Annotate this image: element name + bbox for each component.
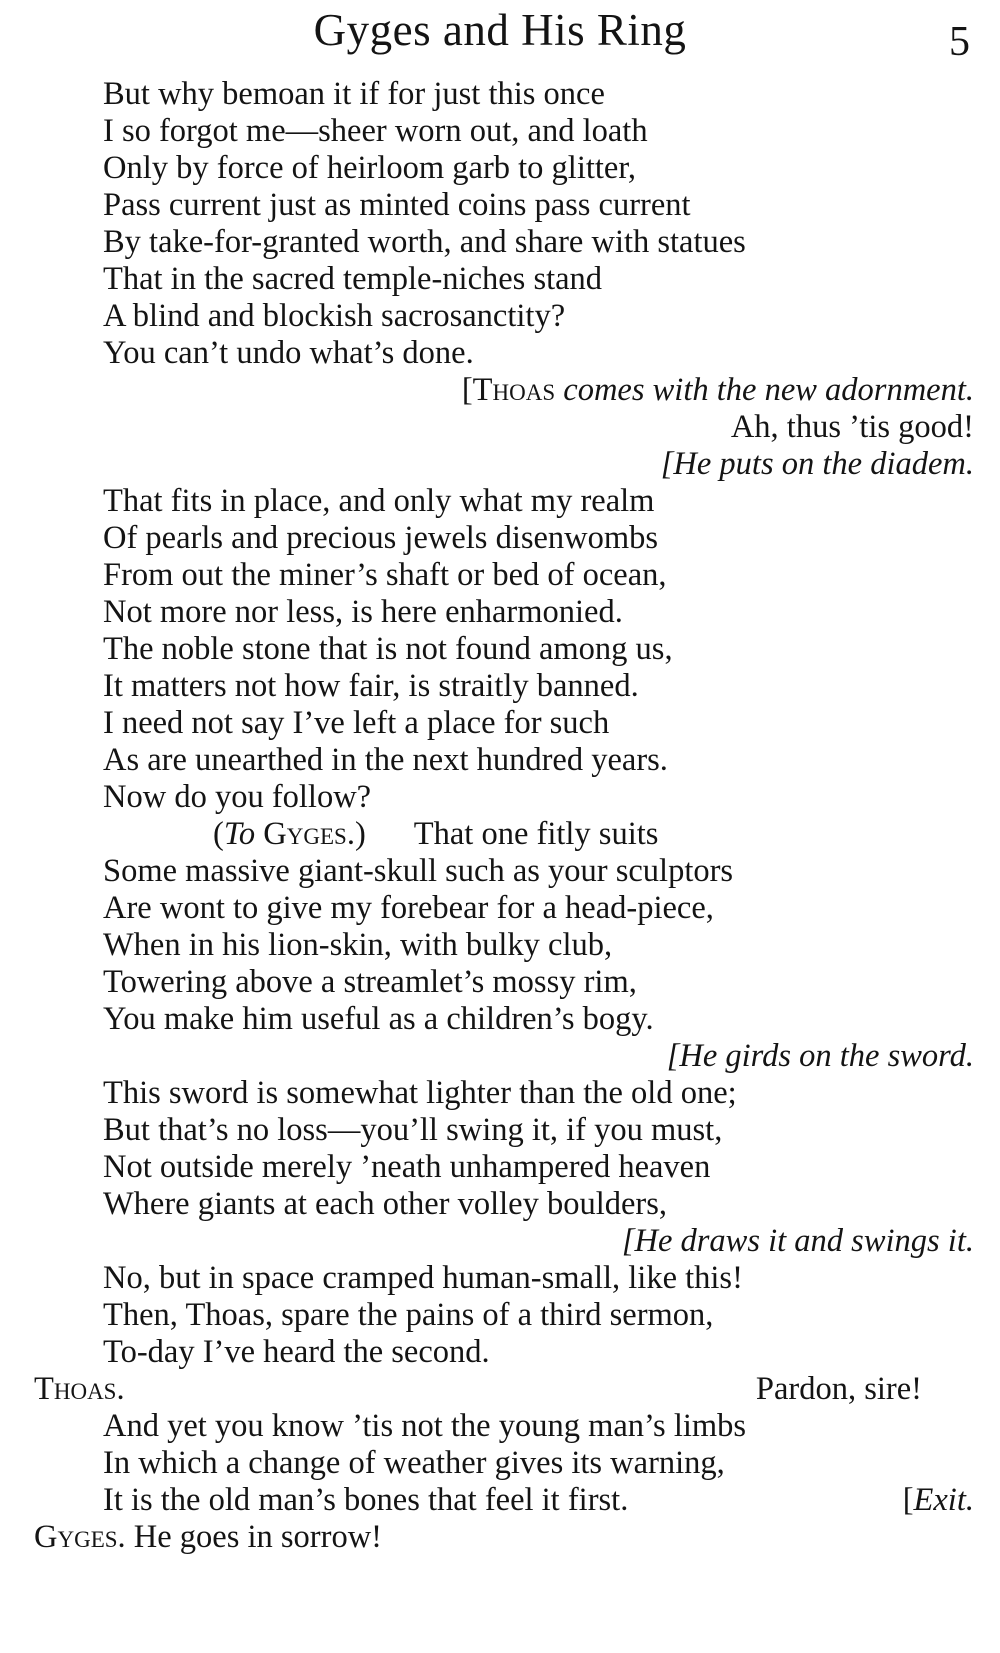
stage-direction-text: comes with the new adornment. — [563, 372, 974, 408]
stage-direction — [462, 371, 974, 409]
verse-line: No, but in space cramped human-small, like this! — [103, 1260, 743, 1296]
page-number: 5 — [949, 19, 970, 65]
stage-direction-bracket: [ — [902, 1482, 914, 1518]
verse-line: But that’s no loss—you’ll swing it, if you must, — [103, 1112, 723, 1148]
speaker-name-thoas: Thoas. — [34, 1371, 125, 1407]
verse-line: From out the miner’s shaft or bed of ocean, — [103, 557, 667, 593]
verse-line: Ah, thus ’tis good! — [730, 409, 974, 445]
stage-direction-character: Thoas — [472, 372, 556, 408]
stage-direction-exit — [903, 1481, 974, 1519]
verse-line: Not outside merely ’neath unhampered heaven — [103, 1149, 711, 1185]
verse-line: By take-for-granted worth, and share with statues — [103, 224, 746, 260]
verse-line: Pardon, sire! — [755, 1371, 922, 1407]
verse-line: That in the sacred temple-niches stand — [103, 261, 603, 297]
verse-line: It matters not how fair, is straitly banned. — [103, 668, 639, 704]
verse-line: You make him useful as a children’s bogy. — [103, 1001, 654, 1037]
verse-line: Of pearls and precious jewels disenwombs — [103, 520, 659, 556]
stage-direction: [He puts on the diadem. — [660, 446, 974, 482]
verse-line: Now do you follow? — [103, 779, 372, 815]
verse-line: Not more nor less, is here enharmonied. — [103, 594, 623, 630]
paren-open: ( — [213, 816, 224, 852]
verse-line: This sword is somewhat lighter than the old one; — [103, 1075, 737, 1111]
verse-line: When in his lion-skin, with bulky club, — [103, 927, 613, 963]
verse-text: That one fitly suits — [413, 816, 659, 852]
verse-line: A blind and blockish sacrosanctity? — [103, 298, 566, 334]
verse-line: Some massive giant-skull such as your sculptors — [103, 853, 734, 889]
verse-line: Only by force of heirloom garb to glitter, — [103, 150, 636, 186]
verse-line: Pass current just as minted coins pass current — [103, 187, 691, 223]
paren-close: ) — [354, 816, 366, 852]
verse-line: As are unearthed in the next hundred years. — [103, 742, 668, 778]
verse-line: That fits in place, and only what my realm — [103, 483, 655, 519]
stage-direction: [He girds on the sword. — [666, 1038, 974, 1074]
stage-direction: [He draws it and swings it. — [621, 1223, 974, 1259]
verse-line: In which a change of weather gives its warning, — [103, 1445, 725, 1481]
verse-line: It is the old man’s bones that feel it first. — [103, 1482, 629, 1518]
verse-line: Are wont to give my forebear for a head-piece, — [103, 890, 714, 926]
verse-line: I need not say I’ve left a place for such — [103, 705, 610, 741]
stage-direction-bracket: [ — [461, 372, 473, 408]
speaker-name-gyges: Gyges. — [34, 1519, 126, 1555]
verse-line: Where giants at each other volley boulders, — [103, 1186, 668, 1222]
verse-line: And yet you know ’tis not the young man’s limbs — [103, 1408, 747, 1444]
verse-line: Then, Thoas, spare the pains of a third sermon, — [103, 1297, 714, 1333]
speech-gyges — [34, 1518, 382, 1556]
verse-text: He goes in sorrow! — [133, 1519, 382, 1555]
verse-line: You can’t undo what’s done. — [103, 335, 474, 371]
verse-line: Towering above a streamlet’s mossy rim, — [103, 964, 637, 1000]
verse-line: But why bemoan it if for just this once — [103, 76, 605, 112]
verse-line: To-day I’ve heard the second. — [103, 1334, 490, 1370]
stage-direction-text: Exit. — [913, 1482, 974, 1518]
direction-to: To — [223, 816, 256, 852]
verse-line-with-direction — [213, 815, 658, 853]
verse-line: The noble stone that is not found among us, — [103, 631, 673, 667]
direction-character: Gyges. — [263, 816, 355, 852]
running-head-title: Gyges and His Ring — [313, 5, 687, 55]
verse-line: I so forgot me—sheer worn out, and loath — [103, 113, 648, 149]
